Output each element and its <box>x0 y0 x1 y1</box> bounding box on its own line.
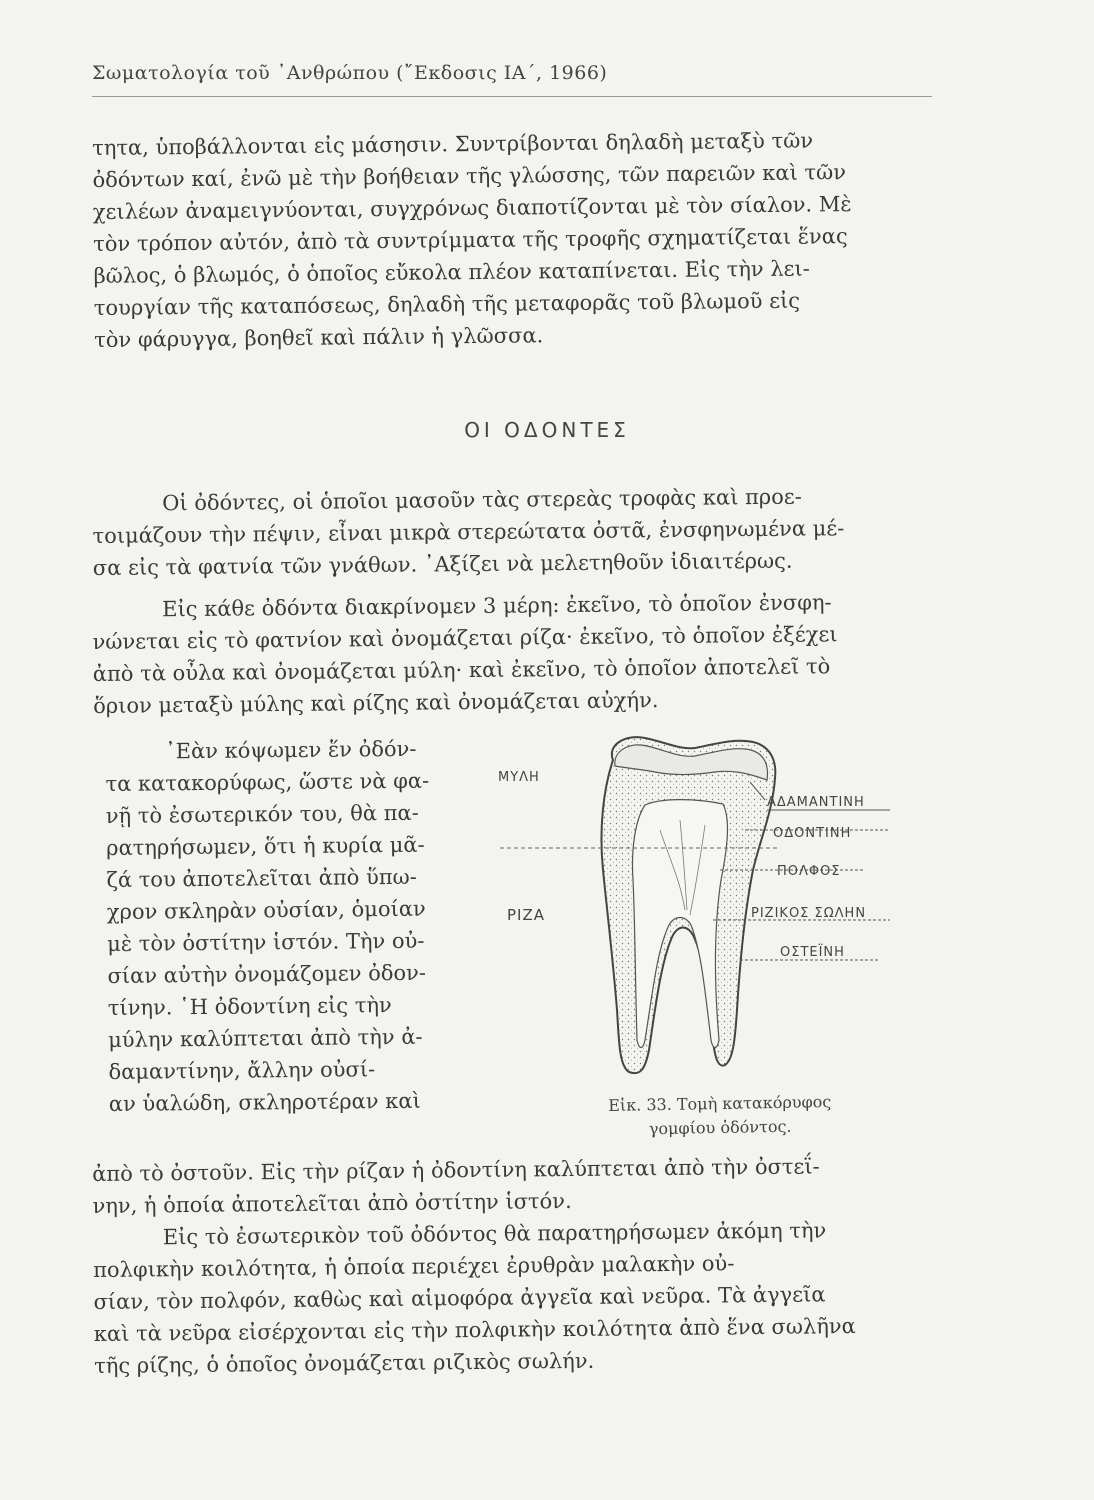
section-heading: ΟΙ ΟΔΟΝΤΕΣ <box>464 418 630 442</box>
text-line: τῆς ρίζης, ὁ ὁποῖος ὀνομάζεται ριζικὸς σωλήν. <box>94 1348 595 1378</box>
body-paragraph-2 <box>92 585 938 722</box>
text-line: νην, ἡ ὁποία ἀποτελεῖται ἀπὸ ὀστίτην ἱστόν. <box>92 1188 572 1218</box>
text-line: Εἰς κάθε ὀδόντα διακρίνομεν 3 μέρη: ἐκεῖνο, τὸ ὁποῖον ἐνσφη- <box>162 590 832 622</box>
label-riza: ΡΙΖΑ <box>507 906 546 924</box>
text-line: Οἱ ὀδόντες, οἱ ὁποῖοι μασοῦν τὰς στερεὰς τροφὰς καὶ προε- <box>162 484 802 516</box>
intro-paragraph <box>92 123 939 356</box>
text-line: σίαν αὐτὴν ὀνομάζομεν ὀδον- <box>107 960 427 988</box>
label-osteini: ΟΣΤΕΪΝΗ <box>780 945 845 960</box>
text-line: Εἰς τὸ ἐσωτερικὸν τοῦ ὀδόντος θὰ παρατηρήσωμεν ἀκόμη τὴν <box>162 1218 827 1250</box>
tooth-figure <box>495 720 915 1140</box>
text-line: ἀπὸ τὰ οὖλα καὶ ὀνομάζεται μύλη· καὶ ἐκεῖνο, τὸ ὁποῖον ἀποτελεῖ τὸ <box>92 654 831 686</box>
text-line: ἀπὸ τὸ ὀστοῦν. Εἰς τὴν ρίζαν ἡ ὀδοντίνη καλύπτεται ἀπὸ τὴν ὀστεΐ- <box>92 1154 820 1186</box>
text-line: μὲ τὸν ὀστίτην ἱστόν. Τὴν οὐ- <box>107 928 425 956</box>
text-line: χειλέων ἀναμειγνύονται, συγχρόνως διαποτίζονται μὲ τὸν σίαλον. Μὲ <box>92 192 852 224</box>
text-line: καὶ τὰ νεῦρα εἰσέρχονται εἰς τὴν πολφικὴν κοιλότητα ἀπὸ ἕνα σωλῆνα <box>93 1314 856 1346</box>
tooth-cross-section-illustration <box>495 720 915 1140</box>
label-rizikos-solin: ΡΙΖΙΚΟΣ ΣΩΛΗΝ <box>751 906 867 921</box>
header-rule <box>92 96 932 97</box>
figure-caption <box>560 1089 881 1143</box>
text-line: πολφικὴν κοιλότητα, ἡ ὁποία περιέχει ἐρυθρὰν μαλακὴν οὐ- <box>93 1251 735 1282</box>
text-line: χρον σκληρὰν οὐσίαν, ὁμοίαν <box>106 896 426 924</box>
text-line: δαμαντίνην, ἄλλην οὐσί- <box>108 1057 376 1084</box>
text-line: νώνεται εἰς τὸ φατνίον καὶ ὀνομάζεται ρίζα· ἐκεῖνο, τὸ ὁποῖον ἐξέχει <box>92 622 838 654</box>
text-line: τουργίαν τῆς καταπόσεως, δηλαδὴ τῆς μεταφορᾶς τοῦ βλωμοῦ εἰς <box>93 288 801 320</box>
body-paragraph-1 <box>92 479 938 584</box>
label-odontini: ΟΔΟΝΤΙΝΗ <box>773 826 852 841</box>
caption-line: Εἰκ. 33. Τομὴ κατακόρυφος <box>608 1092 832 1115</box>
text-line: τα κατακορύφως, ὥστε νὰ φα- <box>105 768 430 796</box>
text-line: τὸν τρόπον αὐτόν, ἀπὸ τὰ συντρίμματα τῆς τροφῆς σχηματίζεται ἕνας <box>93 224 848 256</box>
bottom-text <box>92 1149 939 1382</box>
left-column-text <box>105 732 491 1120</box>
label-polfos: ΠΟΛΦΟΣ <box>777 864 841 879</box>
text-line: βῶλος, ὁ βλωμός, ὁ ὁποῖος εὔκολα πλέον καταπίνεται. Εἰς τὴν λει- <box>93 256 810 288</box>
text-line: τητα, ὑποβάλλονται εἰς μάσησιν. Συντρίβονται δηλαδὴ μεταξὺ τῶν <box>92 128 814 160</box>
label-adamantini: ΑΔΑΜΑΝΤΙΝΗ <box>767 795 865 810</box>
text-line: σίαν, τὸν πολφόν, καθὼς καὶ αἱμοφόρα ἀγγεῖα καὶ νεῦρα. Τὰ ἀγγεῖα <box>93 1282 826 1314</box>
text-line: αν ὑαλώδη, σκληροτέραν καὶ <box>108 1088 421 1116</box>
text-line: τὸν φάρυγγα, βοηθεῖ καὶ πάλιν ἡ γλῶσσα. <box>94 323 544 352</box>
label-myli: ΜΥΛΗ <box>498 770 540 785</box>
text-line: ζά του ἀποτελεῖται ἀπὸ ὕπω- <box>106 864 417 892</box>
text-line: τοιμάζουν τὴν πέψιν, εἶναι μικρὰ στερεώτατα ὀστᾶ, ἐνσφηνωμένα μέ- <box>92 516 845 548</box>
text-line: ὀδόντων καί, ἐνῶ μὲ τὴν βοήθειαν τῆς γλώσσης, τῶν παρειῶν καὶ τῶν <box>92 160 847 192</box>
text-line: μύλην καλύπτεται ἀπὸ τὴν ἀ- <box>108 1024 423 1052</box>
text-line: ᾿Εὰν κόψωμεν ἕν ὀδόν- <box>165 736 417 764</box>
text-line: τίνην. ῾Η ὀδοντίνη εἰς τὴν <box>107 993 392 1020</box>
text-line: ὅριον μεταξὺ μύλης καὶ ρίζης καὶ ὀνομάζεται αὐχήν. <box>93 688 659 718</box>
text-line: σα εἰς τὰ φατνία τῶν γνάθων. ᾿Αξίζει νὰ μελετηθοῦν ἰδιαιτέρως. <box>92 548 793 580</box>
text-line: νῇ τὸ ἐσωτερικόν του, θὰ πα- <box>105 800 419 828</box>
running-head: Σωματολογία τοῦ ᾿Ανθρώπου (῎Εκδοσις ΙΑ΄, 1966) <box>92 62 608 84</box>
caption-line: γομφίου ὀδόντος. <box>648 1116 792 1139</box>
text-line: ρατηρήσωμεν, ὅτι ἡ κυρία μᾶ- <box>106 832 425 860</box>
